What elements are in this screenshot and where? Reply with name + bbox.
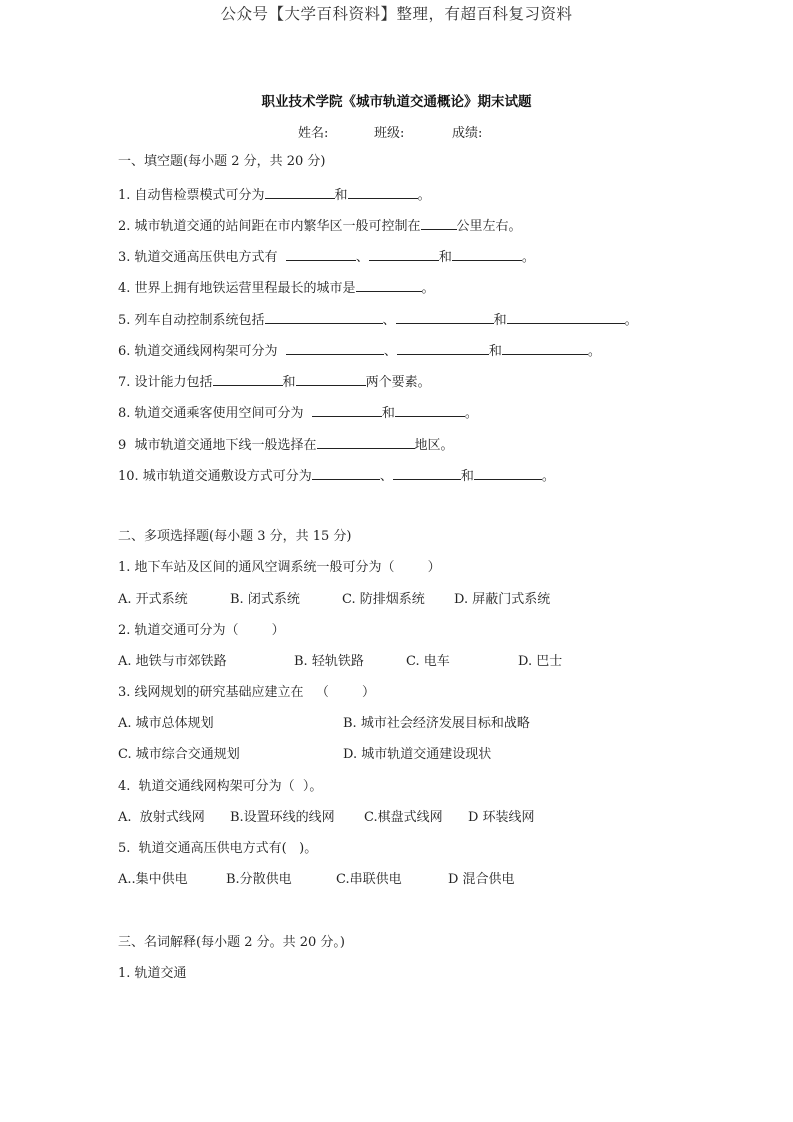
fill-question-6: 6. 轨道交通线网构架可分为 、 和 。 [118, 344, 601, 359]
answer-blank[interactable] [265, 186, 335, 199]
choice-question-3-options-row2 [118, 747, 491, 763]
fill-question-2: 2. 城市轨道交通的站间距在市内繁华区一般可控制在 公里左右。 [118, 219, 522, 234]
option-d[interactable]: D. 城市轨道交通建设现状 [343, 747, 492, 762]
score-label: 成绩: [452, 126, 483, 141]
section2-heading: 二、多项选择题(每小题 3 分，共 15 分) [118, 529, 352, 544]
option-d[interactable]: D. 巴士 [518, 654, 563, 669]
fill-question-1: 1. 自动售检票模式可分为 和 。 [118, 188, 431, 203]
option-a[interactable]: A. 放射式线网 [118, 810, 205, 825]
answer-blank[interactable] [286, 248, 356, 261]
option-a[interactable]: A..集中供电 [118, 872, 188, 887]
fill-question-5: 5. 列车自动控制系统包括 、 和 。 [118, 313, 638, 328]
section1-heading: 一、填空题(每小题 2 分，共 20 分) [118, 154, 326, 169]
fill-question-9: 9 城市轨道交通地下线一般选择在 地区。 [118, 438, 454, 453]
document-title: 职业技术学院《城市轨道交通概论》期末试题 [261, 94, 532, 110]
answer-blank[interactable] [395, 404, 465, 417]
header-banner: 公众号【大学百科资料】整理，有超百科复习资料 [220, 5, 573, 23]
answer-blank[interactable] [286, 342, 384, 355]
fill-question-3: 3. 轨道交通高压供电方式有 、 和 。 [118, 250, 535, 265]
section3-heading: 三、名词解释(每小题 2 分。共 20 分。) [118, 935, 345, 950]
option-c[interactable]: C. 城市综合交通规划 [118, 747, 240, 762]
choice-question-3-options-row1 [118, 716, 530, 732]
class-label: 班级: [374, 126, 405, 141]
choice-question-1-stem: 1. 地下车站及区间的通风空调系统一般可分为（ ） [118, 560, 441, 575]
choice-question-4-stem: 4. 轨道交通线网构架可分为（ ）。 [118, 779, 323, 794]
answer-blank[interactable] [396, 311, 494, 324]
answer-blank[interactable] [265, 311, 383, 324]
fill-question-7: 7. 设计能力包括 和 两个要素。 [118, 375, 431, 390]
choice-question-2-stem: 2. 轨道交通可分为（ ） [118, 623, 285, 638]
answer-blank[interactable] [507, 311, 625, 324]
answer-blank[interactable] [369, 248, 439, 261]
term-question-1: 1. 轨道交通 [118, 966, 187, 981]
choice-question-5-options [118, 872, 515, 888]
choice-question-3-stem: 3. 线网规划的研究基础应建立在 （ ） [118, 685, 375, 700]
option-d[interactable]: D 混合供电 [448, 872, 515, 887]
option-b[interactable]: B. 闭式系统 [230, 592, 300, 607]
option-d[interactable]: D. 屏蔽门式系统 [454, 592, 551, 607]
option-b[interactable]: B.设置环线的线网 [230, 810, 335, 825]
option-a[interactable]: A. 地铁与市郊铁路 [118, 654, 227, 669]
answer-blank[interactable] [452, 248, 522, 261]
option-b[interactable]: B. 轻轨铁路 [294, 654, 364, 669]
answer-blank[interactable] [393, 467, 461, 480]
fill-question-4: 4. 世界上拥有地铁运营里程最长的城市是 。 [118, 281, 435, 296]
answer-blank[interactable] [213, 373, 283, 386]
answer-blank[interactable] [317, 436, 415, 449]
answer-blank[interactable] [312, 467, 380, 480]
option-c[interactable]: C.棋盘式线网 [364, 810, 443, 825]
choice-question-4-options [118, 810, 535, 826]
option-c[interactable]: C. 电车 [406, 654, 450, 669]
answer-blank[interactable] [397, 342, 489, 355]
choice-question-2-options [118, 654, 562, 670]
option-b[interactable]: B.分散供电 [226, 872, 292, 887]
answer-blank[interactable] [356, 279, 422, 292]
option-d[interactable]: D 环装线网 [468, 810, 535, 825]
option-c[interactable]: C. 防排烟系统 [342, 592, 425, 607]
answer-blank[interactable] [502, 342, 588, 355]
option-b[interactable]: B. 城市社会经济发展目标和战略 [343, 716, 530, 731]
name-label: 姓名: [298, 126, 329, 141]
option-a[interactable]: A. 开式系统 [118, 592, 188, 607]
fill-question-10: 10. 城市轨道交通敷设方式可分为 、 和 。 [118, 469, 555, 484]
answer-blank[interactable] [421, 217, 457, 230]
choice-question-1-options [118, 592, 550, 608]
option-c[interactable]: C.串联供电 [336, 872, 402, 887]
fill-question-8: 8. 轨道交通乘客使用空间可分为 和 。 [118, 406, 478, 421]
answer-blank[interactable] [474, 467, 542, 480]
answer-blank[interactable] [312, 404, 382, 417]
option-a[interactable]: A. 城市总体规划 [118, 716, 214, 731]
choice-question-5-stem: 5. 轨道交通高压供电方式有( )。 [118, 841, 318, 856]
student-info-row [298, 122, 482, 141]
answer-blank[interactable] [348, 186, 418, 199]
answer-blank[interactable] [296, 373, 366, 386]
